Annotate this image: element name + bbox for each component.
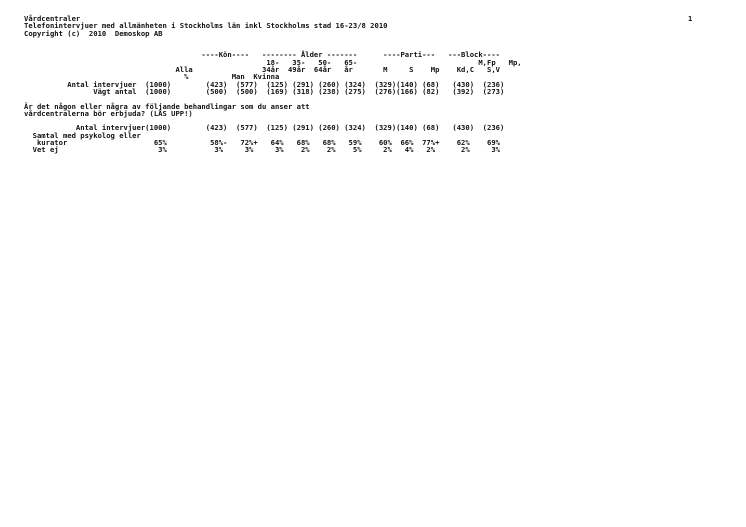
report-copyright: Copyright (c) 2010 Demoskop AB — [24, 28, 163, 38]
results-row-antal-intervjuer: Antal intervjuer(1000) (423) (577) (125) (291) (260) (324) (329)(140) (68) (430) (236) — [24, 123, 505, 133]
page-number: 1 — [688, 14, 693, 23]
question-line-1: Är det någon eller några av följande behandlingar som du anser att — [24, 101, 310, 111]
results-row-label-samtal: Samtal med psykolog eller — [24, 130, 141, 140]
header-row-antal-intervjuer: Antal intervjuer (1000) (423) (577) (125) (291) (260) (324) (329)(140) (68) (430) (236) — [24, 79, 505, 89]
header-subrow-age: 18- 35- 50- 65- M,Fp Mp, — [24, 57, 522, 67]
results-row-samtal-kurator: kurator 65% 58%- 72%+ 64% 68% 68% 59% 60% 66% 77%+ 62% 69% — [24, 138, 500, 148]
header-row-vagt-antal: Vägt antal (1000) (500) (500) (169) (318) (238) (275) (276)(166) (82) (392) (273) — [24, 86, 505, 96]
question-line-2: vårdcentralerna bör erbjuda? (LÄS UPP!) — [24, 108, 193, 118]
results-row-vet-ej: Vet ej 3% 3% 3% 3% 2% 2% 5% 2% 4% 2% 2% 3% — [24, 145, 500, 155]
report-document — [24, 15, 704, 154]
header-group-row: ----Kön---- -------- Ålder ------- ----Parti--- ---Block---- — [24, 50, 500, 60]
report-title: Vårdcentraler — [24, 14, 81, 23]
header-subrow-gender: % Man Kvinna — [24, 72, 280, 82]
report-subtitle: Telefonintervjuer med allmänheten i Stockholms län inkl Stockholms stad 16-23/8 2010 — [24, 21, 388, 31]
header-subrow-columns: Alla 34år 49år 64år år M S Mp Kd,C S,V — [24, 65, 500, 75]
spacer — [24, 37, 704, 44]
